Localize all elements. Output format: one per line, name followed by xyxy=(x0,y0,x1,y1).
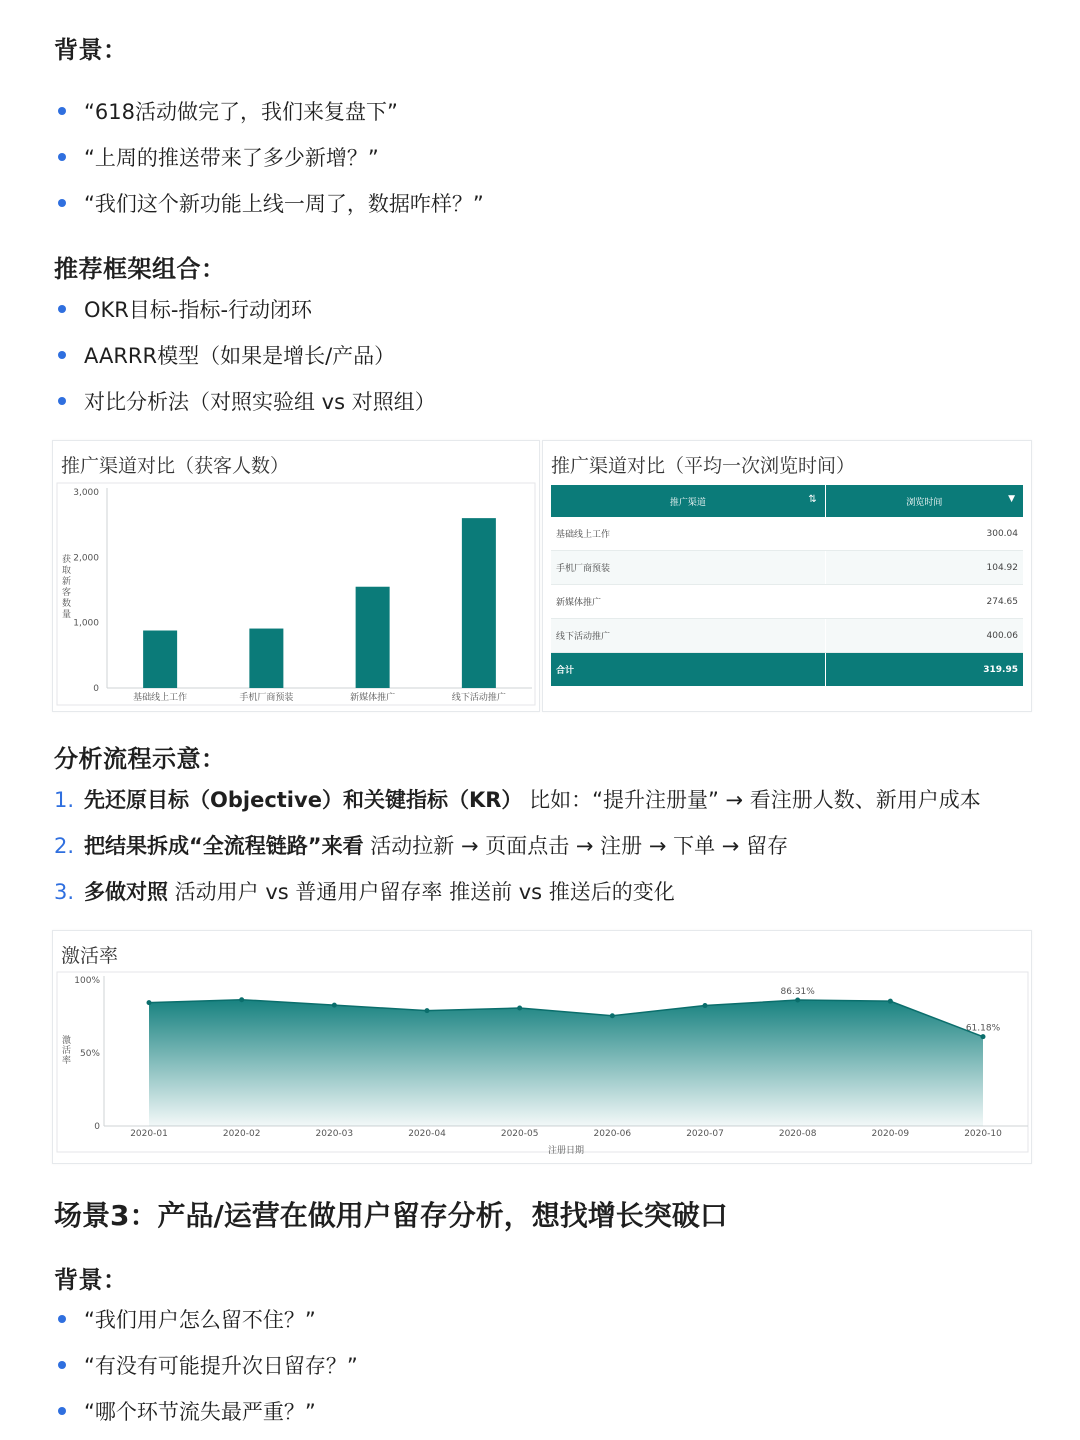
area-chart-title: 激活率 xyxy=(61,945,119,967)
channel-table xyxy=(551,485,1023,686)
bullet-dot-icon xyxy=(58,153,66,161)
list-item-text: “我们这个新功能上线一周了，数据咋样？” xyxy=(84,192,484,216)
table-row: 手机厂商预装 104.92 xyxy=(551,551,1023,585)
data-point xyxy=(147,1000,152,1005)
table-row: 线下活动推广 400.06 xyxy=(551,619,1023,653)
list-item-text: “有没有可能提升次日留存？” xyxy=(84,1354,358,1378)
step-item: 1. 先还原目标（Objective）和关键指标（KR） 比如：“提升注册量” → 看注册人数、新用户成本 xyxy=(54,788,981,812)
list-item-text: “618活动做完了，我们来复盘下” xyxy=(84,100,398,124)
bullet-dot-icon xyxy=(58,397,66,405)
list-item-text: “我们用户怎么留不住？” xyxy=(84,1308,316,1332)
data-point xyxy=(610,1013,615,1018)
list-item-text: “哪个环节流失最严重？” xyxy=(84,1400,316,1424)
x-tick-label: 2020-06 xyxy=(593,1129,632,1139)
table-total-row: 合计 319.95 xyxy=(551,653,1023,687)
data-point xyxy=(888,999,893,1004)
sort-icon[interactable]: ⇅ xyxy=(808,494,817,505)
data-point xyxy=(795,997,800,1002)
bullet-dot-icon xyxy=(58,199,66,207)
table-row: 新媒体推广 274.65 xyxy=(551,585,1023,619)
bullet-dot-icon xyxy=(58,1315,66,1323)
data-point xyxy=(239,997,244,1002)
x-tick-label: 2020-10 xyxy=(964,1129,1002,1139)
x-tick-label: 2020-04 xyxy=(408,1129,446,1139)
list-item-text: OKR目标-指标-行动闭环 xyxy=(84,298,313,322)
x-tick-label: 手机厂商预装 xyxy=(239,693,294,703)
step-item: 3. 多做对照 活动用户 vs 普通用户留存率 推送前 vs 推送后的变化 xyxy=(54,880,675,904)
data-label: 86.31% xyxy=(780,986,815,997)
x-tick-label: 2020-03 xyxy=(315,1129,354,1139)
process-heading: 分析流程示意： xyxy=(54,745,226,773)
bar xyxy=(249,629,283,688)
bullet-dot-icon xyxy=(58,1407,66,1415)
list-item-text: AARRR模型（如果是增长/产品） xyxy=(84,344,396,368)
bar-chart xyxy=(52,440,538,710)
scene3-title: 场景3：产品/运营在做用户留存分析，想找增长突破口 xyxy=(54,1199,728,1232)
bar xyxy=(462,518,496,688)
y-axis-label: 获取新客数量 xyxy=(62,555,72,620)
series-area xyxy=(149,1000,983,1126)
y-tick-label: 50% xyxy=(79,1049,100,1059)
bullet-dot-icon xyxy=(58,1361,66,1369)
step-item: 2. 把结果拆成“全流程链路”来看 活动拉新 → 页面点击 → 注册 → 下单 → 留存 xyxy=(54,834,789,858)
bar xyxy=(356,587,390,688)
bullet-dot-icon xyxy=(58,107,66,115)
dropdown-icon[interactable]: ▼ xyxy=(1008,494,1015,504)
table-row: 基础线上工作 300.04 xyxy=(551,517,1023,551)
x-tick-label: 2020-02 xyxy=(222,1129,261,1139)
column-header-time[interactable]: 浏览时间 ▼ xyxy=(825,485,1023,517)
x-tick-label: 2020-08 xyxy=(778,1129,817,1139)
bullet-dot-icon xyxy=(58,351,66,359)
x-tick-label: 2020-09 xyxy=(871,1129,910,1139)
data-point xyxy=(332,1003,337,1008)
y-axis-label: 激活率 xyxy=(62,1036,72,1066)
data-point xyxy=(517,1006,522,1011)
x-tick-label: 新媒体推广 xyxy=(350,693,396,703)
framework-heading: 推荐框架组合： xyxy=(54,255,226,283)
x-tick-label: 2020-05 xyxy=(500,1129,539,1139)
x-axis-label: 注册日期 xyxy=(547,1146,585,1156)
x-tick-label: 基础线上工作 xyxy=(133,693,188,703)
background-heading: 背景： xyxy=(54,36,128,64)
y-tick-label: 1,000 xyxy=(73,618,99,629)
scene3-background-heading: 背景： xyxy=(54,1266,128,1294)
bar xyxy=(143,631,177,688)
y-tick-label: 2,000 xyxy=(73,553,99,564)
list-item-text: 对比分析法（对照实验组 vs 对照组） xyxy=(84,390,436,414)
y-tick-label: 0 xyxy=(93,684,99,694)
bar-chart-title: 推广渠道对比（获客人数） xyxy=(61,455,290,477)
column-header-channel[interactable]: 推广渠道 ⇅ xyxy=(551,485,825,517)
area-chart xyxy=(52,930,1030,1162)
table-title: 推广渠道对比（平均一次浏览时间） xyxy=(551,455,856,477)
bullet-dot-icon xyxy=(58,305,66,313)
data-point xyxy=(703,1003,708,1008)
y-tick-label: 100% xyxy=(74,976,100,986)
x-tick-label: 2020-07 xyxy=(686,1129,724,1139)
data-label: 61.18% xyxy=(965,1023,1001,1034)
data-point xyxy=(425,1008,430,1013)
y-tick-label: 0 xyxy=(94,1122,100,1132)
y-tick-label: 3,000 xyxy=(73,488,99,498)
x-tick-label: 线下活动推广 xyxy=(451,693,506,703)
list-item-text: “上周的推送带来了多少新增？” xyxy=(84,146,379,170)
x-tick-label: 2020-01 xyxy=(130,1129,168,1139)
data-point xyxy=(981,1034,986,1039)
